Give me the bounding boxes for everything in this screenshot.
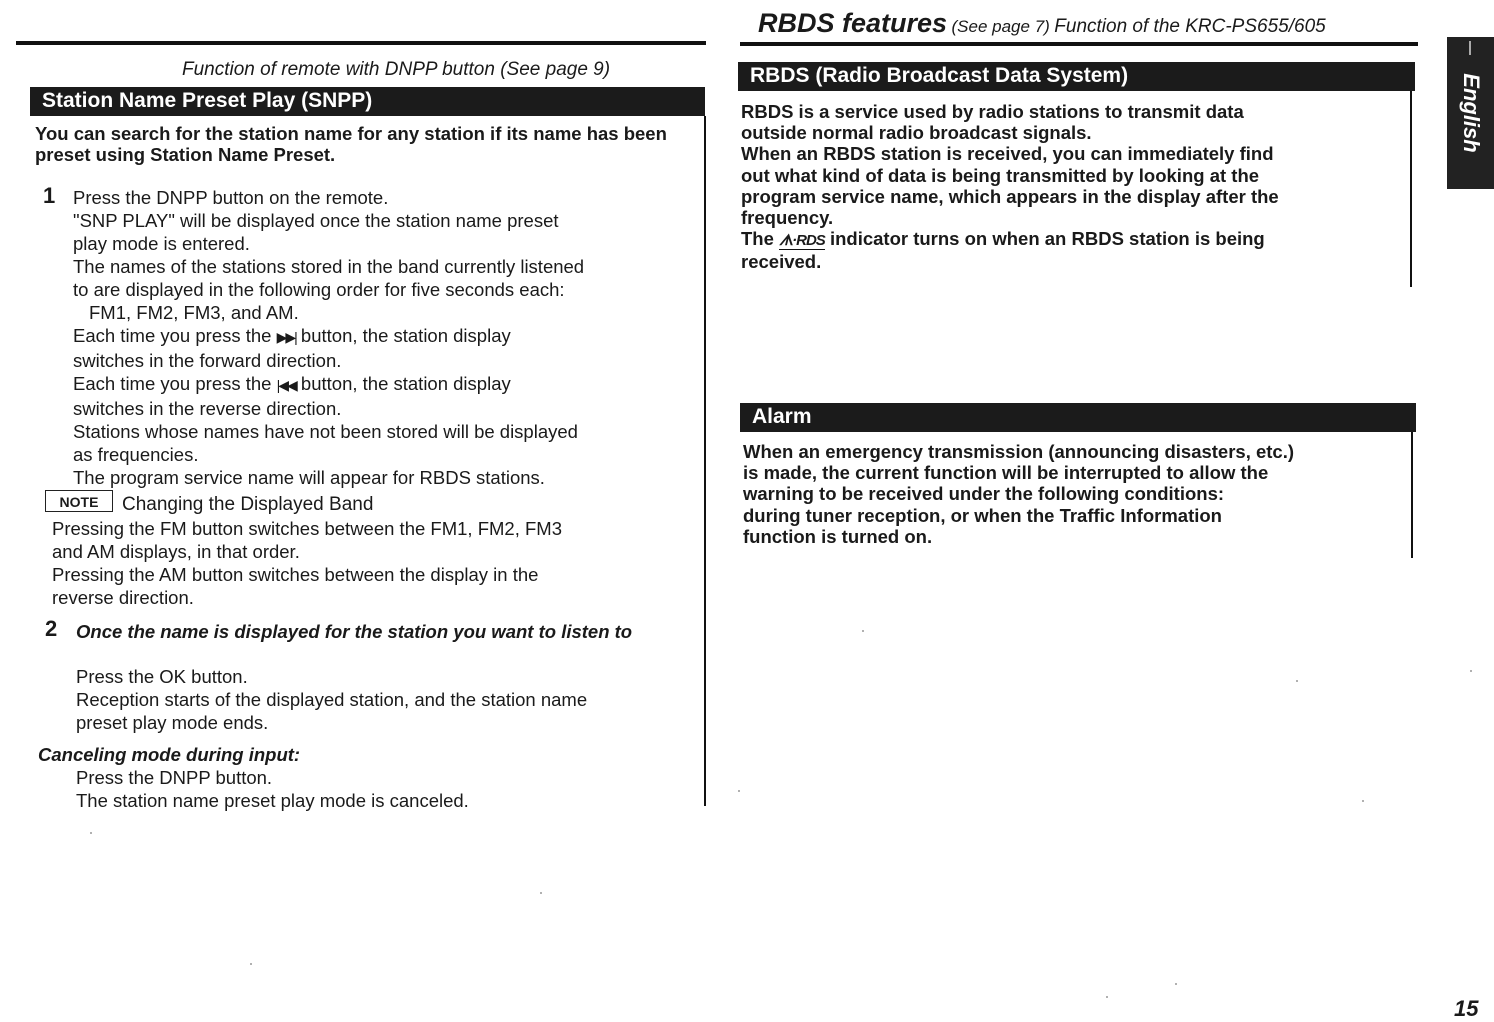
top-rule-right — [740, 42, 1418, 46]
forward-suffix: button, the station display — [300, 325, 511, 346]
scan-speck — [90, 832, 92, 834]
page-number: 15 — [1454, 996, 1479, 1021]
step-1-line: Stations whose names have not been stored will be displayed — [73, 421, 578, 442]
step-1-line: to are displayed in the following order for five seconds each: — [73, 279, 565, 300]
rbds-line: RBDS is a service used by radio stations to transmit data — [741, 101, 1244, 122]
rbds-line: out what kind of data is being transmitted by looking at the — [741, 164, 1260, 186]
scan-speck — [250, 963, 252, 965]
alarm-section-border — [1411, 432, 1413, 558]
scan-speck — [1175, 983, 1177, 985]
snpp-section-title: Station Name Preset Play (SNPP) — [30, 87, 705, 116]
rbds-line: program service name, which appears in the display after the — [741, 185, 1279, 207]
forward-prefix: Each time you press the — [73, 325, 272, 346]
rbds-body — [741, 101, 1401, 273]
step-1-line: The program service name will appear for RBDS stations. — [73, 467, 545, 488]
alarm-line: is made, the current function will be interrupted to allow the — [743, 462, 1269, 484]
alarm-body — [743, 441, 1403, 547]
indicator-suffix: indicator turns on when an RBDS station is being — [829, 228, 1265, 250]
language-tab-label: English — [1458, 73, 1484, 153]
cancel-body — [76, 766, 701, 812]
rbds-line: outside normal radio broadcast signals. — [741, 122, 1092, 144]
reverse-suffix: button, the station display — [300, 373, 511, 394]
left-column-border — [704, 116, 706, 806]
step-1-line: switches in the forward direction. — [73, 350, 342, 371]
scan-speck — [862, 630, 864, 632]
alarm-line: When an emergency transmission (announcing disasters, etc.) — [743, 441, 1295, 462]
step-1-number: 1 — [43, 183, 56, 208]
note-line: and AM displays, in that order. — [52, 541, 300, 562]
scan-speck — [1362, 800, 1364, 802]
step-2-line: preset play mode ends. — [76, 712, 269, 733]
page-title-ref: (See page 7) — [951, 17, 1050, 36]
scan-speck — [1470, 670, 1472, 672]
alarm-line: warning to be received under the following conditions: — [743, 483, 1225, 505]
cancel-line: Press the DNPP button. — [76, 767, 273, 788]
step-1-line: The names of the stations stored in the band currently listened — [73, 256, 585, 277]
cancel-line: The station name preset play mode is canceled. — [76, 790, 469, 811]
rbds-indicator-icon: ᗑ·RDS — [779, 232, 825, 250]
note-line: Pressing the AM button switches between the display in the — [52, 564, 539, 585]
page-title-main: RBDS features — [758, 8, 948, 38]
alarm-section-title: Alarm — [740, 403, 1416, 432]
rbds-line: When an RBDS station is received, you can immediately find — [741, 143, 1274, 165]
note-line: Pressing the FM button switches between the FM1, FM2, FM3 — [52, 518, 562, 539]
step-1-line: as frequencies. — [73, 444, 199, 465]
step-1-line: "SNP PLAY" will be displayed once the station name preset — [73, 210, 559, 231]
left-subtitle: Function of remote with DNPP button (See page 9) — [182, 59, 611, 80]
step-1-body — [73, 186, 703, 489]
note-line: reverse direction. — [52, 587, 194, 608]
note-label: NOTE — [45, 490, 113, 512]
page-title — [758, 8, 1326, 39]
step-2-line: Reception starts of the displayed station, and the station name — [76, 689, 588, 710]
rbds-line: frequency. — [741, 207, 834, 229]
rbds-section-title: RBDS (Radio Broadcast Data System) — [738, 62, 1415, 91]
step-1-line: play mode is entered. — [73, 233, 250, 254]
alarm-line: function is turned on. — [743, 525, 933, 547]
page-title-function: Function of the KRC-PS655/605 — [1054, 16, 1326, 37]
step-1-line: switches in the reverse direction. — [73, 398, 342, 419]
scan-speck — [1296, 680, 1298, 682]
rbds-section-border — [1410, 91, 1412, 287]
scan-speck — [1106, 996, 1108, 998]
language-tab — [1447, 37, 1494, 189]
reverse-prefix: Each time you press the — [73, 373, 272, 394]
step-2-heading: Once the name is displayed for the station you want to listen to — [76, 621, 633, 642]
skip-forward-icon: ▶▶| — [276, 329, 296, 345]
rbds-indicator-line — [741, 228, 1401, 251]
snpp-intro: You can search for the station name for any station if its name has been preset using Station Name Preset. — [35, 123, 667, 165]
step-1-forward-line — [73, 324, 703, 349]
step-2-number: 2 — [45, 616, 58, 641]
step-1-reverse-line — [73, 372, 703, 397]
top-rule-left — [16, 41, 706, 45]
scan-speck — [738, 790, 740, 792]
step-1-line: Press the DNPP button on the remote. — [73, 187, 389, 208]
step-2-line: Press the OK button. — [76, 666, 248, 687]
scan-speck — [540, 892, 542, 894]
note-title: Changing the Displayed Band — [122, 494, 374, 515]
note-body — [52, 517, 702, 609]
cancel-heading: Canceling mode during input: — [38, 744, 301, 765]
rbds-line: received. — [741, 251, 822, 273]
indicator-prefix: The — [741, 228, 774, 250]
step-2-body — [76, 665, 701, 734]
language-tab-marker — [1469, 41, 1471, 55]
alarm-line: during tuner reception, or when the Traffic Information — [743, 504, 1222, 526]
step-1-line: FM1, FM2, FM3, and AM. — [89, 302, 299, 323]
skip-backward-icon: |◀◀ — [276, 377, 296, 393]
